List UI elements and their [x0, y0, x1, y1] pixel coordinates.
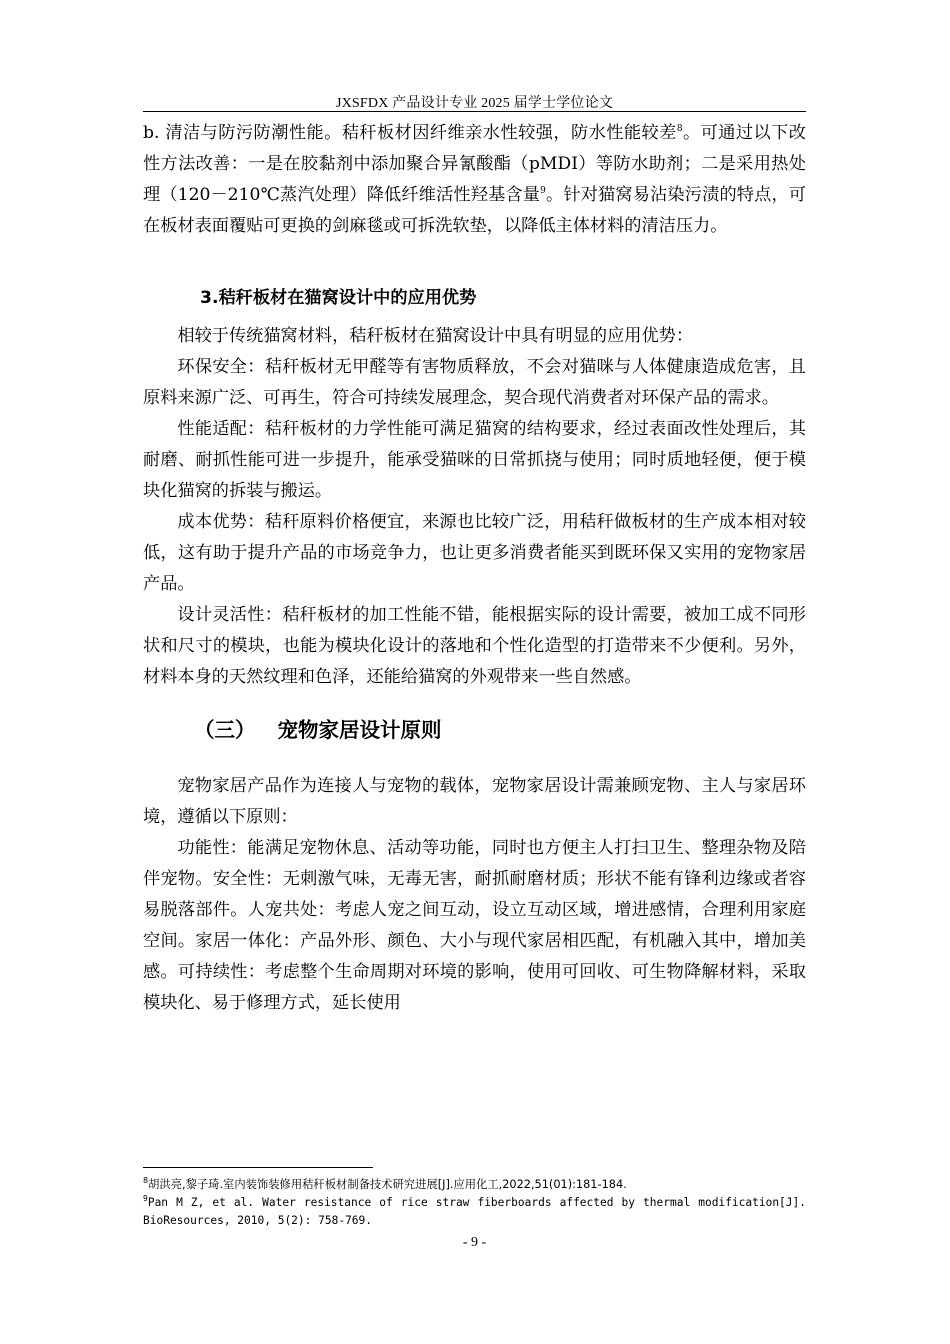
footnote-number: 8 [143, 1176, 149, 1185]
paragraph-principles-list: 功能性：能满足宠物休息、活动等功能，同时也方便主人打扫卫生、整理杂物及陪伴宠物。安全性：无刺激气味，无毒无害，耐抓耐磨材质；形状不能有锋利边缘或者容易脱落部件。人宠共处：考虑人宠之间互动，设立互动区域，增进感情，合理利用家庭空间。家居一体化：产品外形、颜色、大小与现代家居相匹配，有机融入其中，增加美感。可持续性：考虑整个生命周期对环境的影响，使用可回收、可生物降解材料，采取模块化、易于修理方式，延长使用 [143, 838, 806, 1013]
body-text [143, 118, 806, 1019]
paragraph-text: 。针对猫窝易沾染污渍的特点，可在板材表面覆贴可更换的剑麻毯或可拆洗软垫，以降低主体材料的清洁压力。 [143, 185, 806, 236]
paragraph-cost: 成本优势：秸秆原料价格便宜，来源也比较广泛，用秸秆做板材的生产成本相对较低，这有助于提升产品的市场竞争力，也让更多消费者能买到既环保又实用的宠物家居产品。 [143, 512, 806, 594]
heading-number: （三） [194, 718, 256, 742]
footnote-number: 9 [143, 1194, 148, 1203]
footnote-divider [143, 1167, 373, 1168]
paragraph-design-flexibility: 设计灵活性：秸秆板材的加工性能不错，能根据实际的设计需要，被加工成不同形状和尺寸的模块，也能为模块化设计的落地和个性化造型的打造带来不少便利。另外，材料本身的天然纹理和色泽，还能给猫窝的外观带来一些自然感。 [143, 605, 806, 687]
footnote-9 [143, 1194, 806, 1230]
paragraph-text: 。可通过以下改性方法改善：一是在胶黏剂中添加聚合异氰酸酯（pMDI）等防水助剂；二是采用热处理（120－210℃蒸汽处理）降低纤维活性羟基含量 [143, 123, 806, 205]
paragraph-principles-intro: 宠物家居产品作为连接人与宠物的载体，宠物家居设计需兼顾宠物、主人与家居环境，遵循以下原则： [143, 776, 806, 827]
footnote-8 [143, 1176, 806, 1194]
section-heading-3: 3.秸秆板材在猫窝设计中的应用优势 [200, 288, 477, 308]
footnote-ref-9[interactable]: 9 [540, 186, 546, 196]
footnote-ref-8[interactable]: 8 [676, 124, 683, 134]
footnotes [143, 1176, 806, 1230]
paragraph-intro-advantages: 相较于传统猫窝材料，秸秆板材在猫窝设计中具有明显的应用优势： [177, 326, 694, 346]
header-divider [143, 111, 806, 112]
footnote-text: Pan M Z, et al. Water resistance of rice straw fiberboards affected by thermal modification[J]. BioResources, 2010, 5(2): 758-769. [143, 1196, 806, 1227]
paragraph-eco-safety: 环保安全：秸秆板材无甲醛等有害物质释放，不会对猫咪与人体健康造成危害，且原料来源广泛、可再生，符合可持续发展理念，契合现代消费者对环保产品的需求。 [143, 357, 806, 408]
paragraph-cleaning-moisture [143, 118, 806, 242]
page-number: - 9 - [462, 1235, 487, 1250]
paragraph-text: b. 清洁与防污防潮性能。秸秆板材因纤维亲水性较强，防水性能较差 [143, 123, 677, 143]
heading-title: 宠物家居设计原则 [277, 718, 442, 742]
paragraph-performance: 性能适配：秸秆板材的力学性能可满足猫窝的结构要求，经过表面改性处理后，其耐磨、耐抓性能可进一步提升，能承受猫咪的日常抓挠与使用；同时质地轻便，便于模块化猫窝的拆装与搬运。 [143, 419, 806, 501]
section-heading-2 [194, 713, 806, 747]
running-header: JXSFDX 产品设计专业 2025 届学士学位论文 [335, 96, 614, 111]
footnote-text: 胡洪亮,黎子琦.室内装饰装修用秸秆板材制备技术研究进展[J].应用化工,2022,51(01):181-184. [148, 1178, 627, 1191]
